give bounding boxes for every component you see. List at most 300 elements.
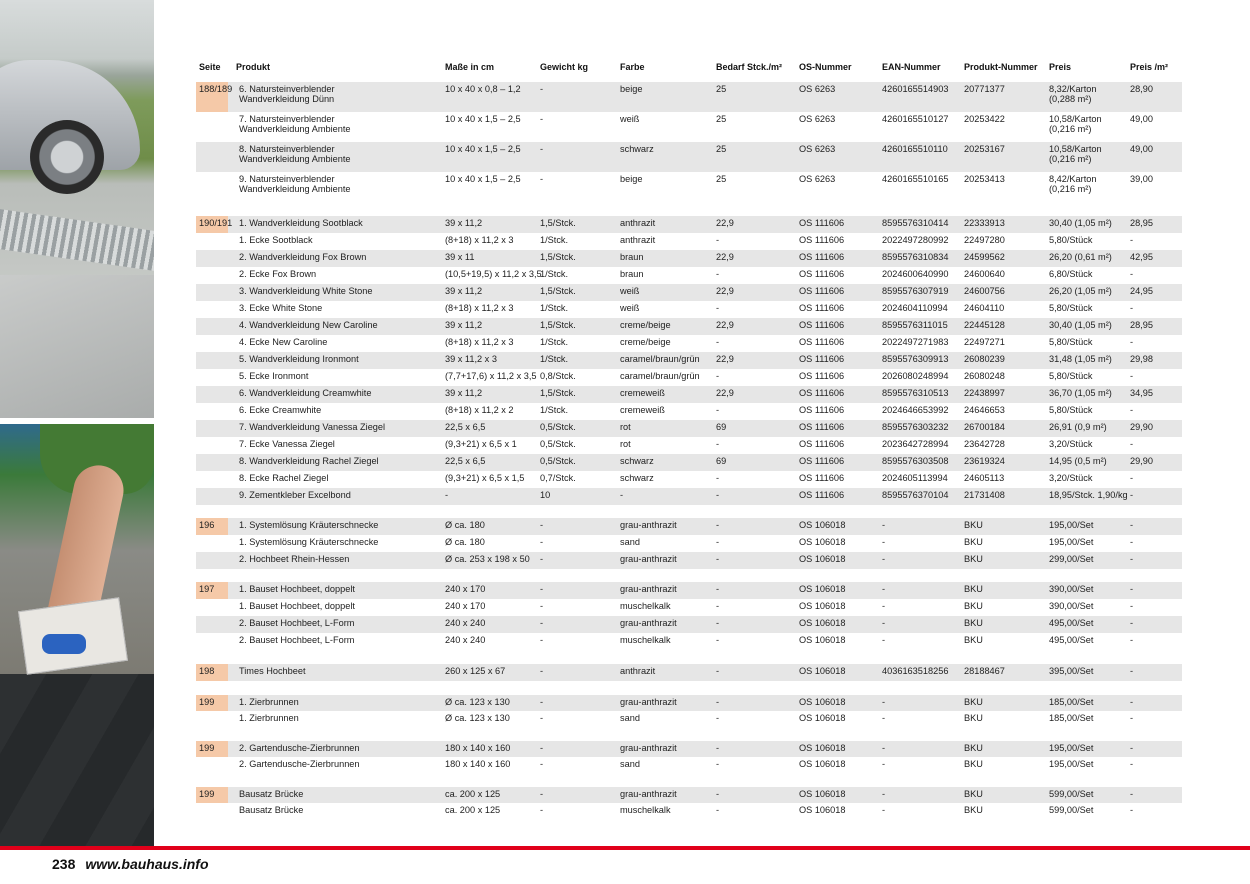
gewicht-cell: 0,5/Stck. [540, 456, 576, 466]
table-row [196, 352, 1182, 369]
col-produktnummer: Produkt-Nummer [964, 62, 1038, 72]
ean-cell: 8595576310513 [882, 388, 949, 398]
pn-cell: 24605113 [964, 473, 1005, 483]
preis-cell: 5,80/Stück [1049, 405, 1093, 415]
produkt-cell: 3. Wandverkleidung White Stone [239, 286, 373, 296]
masse-cell: 10 x 40 x 1,5 – 2,5 [445, 114, 521, 124]
bedarf-cell: - [716, 666, 720, 676]
bedarf-cell: 25 [716, 114, 727, 124]
gewicht-cell: 1/Stck. [540, 269, 569, 279]
masse-cell: 240 x 170 [445, 601, 486, 611]
farbe-cell: schwarz [620, 456, 654, 466]
produkt-cell: 2. Bauset Hochbeet, L-Form [239, 618, 355, 628]
preis-cell: 195,00/Set [1049, 537, 1094, 547]
preis-cell: 6,80/Stück [1049, 269, 1093, 279]
pn-cell: 20253167 [964, 144, 1005, 154]
os-cell: OS 106018 [799, 554, 846, 564]
col-produkt: Produkt [236, 62, 271, 72]
preis_m2-cell: - [1130, 666, 1134, 676]
paving-tiles [0, 275, 154, 418]
table-row [196, 616, 1182, 633]
masse-cell: 39 x 11,2 [445, 218, 483, 228]
bedarf-cell: 22,9 [716, 354, 734, 364]
table-row [196, 233, 1182, 250]
pn-cell: 20253422 [964, 114, 1005, 124]
col-os: OS-Nummer [799, 62, 852, 72]
masse-cell: (8+18) x 11,2 x 3 [445, 235, 514, 245]
produkt-cell: 1. Systemlösung Kräuterschnecke [239, 520, 379, 530]
gewicht-cell: - [540, 601, 544, 611]
produkt-cell: 1. Zierbrunnen [239, 697, 299, 707]
masse-cell: 39 x 11 [445, 252, 475, 262]
preis-cell: 30,40 (1,05 m²) [1049, 320, 1112, 330]
masse-cell: Ø ca. 123 x 130 [445, 713, 510, 723]
col-ean: EAN-Nummer [882, 62, 941, 72]
masse-cell: (9,3+21) x 6,5 x 1 [445, 439, 517, 449]
masse-cell: 39 x 11,2 [445, 388, 483, 398]
page-ref-badge [196, 664, 228, 681]
masse-cell: ca. 200 x 125 [445, 789, 501, 799]
footer-rule [0, 846, 1250, 850]
masse-cell: Ø ca. 180 [445, 520, 485, 530]
masse-cell: - [445, 490, 449, 500]
farbe-cell: muschelkalk [620, 601, 671, 611]
preis_m2-cell: 29,90 [1130, 456, 1153, 466]
gewicht-cell: - [540, 554, 544, 564]
bedarf-cell: - [716, 303, 720, 313]
pn-cell: 23619324 [964, 456, 1005, 466]
bedarf-cell: - [716, 405, 720, 415]
preis-cell: 5,80/Stück [1049, 235, 1093, 245]
bedarf-cell: - [716, 337, 720, 347]
bedarf-cell: - [716, 490, 720, 500]
gewicht-cell: 0,8/Stck. [540, 371, 576, 381]
preis-cell: 10,58/Karton (0,216 m²) [1049, 144, 1102, 164]
preis-cell: 5,80/Stück [1049, 303, 1093, 313]
car-wheel [30, 120, 104, 194]
farbe-cell: grau-anthrazit [620, 554, 677, 564]
os-cell: OS 106018 [799, 601, 846, 611]
preis_m2-cell: - [1130, 601, 1134, 611]
preis-cell: 8,42/Karton (0,216 m²) [1049, 174, 1097, 194]
gewicht-cell: 1,5/Stck. [540, 286, 576, 296]
preis_m2-cell: - [1130, 269, 1134, 279]
os-cell: OS 111606 [799, 439, 845, 449]
preis-cell: 395,00/Set [1049, 666, 1094, 676]
preis_m2-cell: 29,98 [1130, 354, 1153, 364]
os-cell: OS 111606 [799, 456, 845, 466]
farbe-cell: sand [620, 759, 640, 769]
masse-cell: (8+18) x 11,2 x 3 [445, 303, 514, 313]
preis-cell: 30,40 (1,05 m²) [1049, 218, 1112, 228]
produkt-cell: 1. Wandverkleidung Sootblack [239, 218, 363, 228]
gewicht-cell: - [540, 666, 544, 676]
masse-cell: (7,7+17,6) x 11,2 x 3,5 [445, 371, 537, 381]
page-ref-badge [196, 82, 233, 112]
os-cell: OS 111606 [799, 354, 845, 364]
bedarf-cell: - [716, 439, 720, 449]
preis-cell: 14,95 (0,5 m²) [1049, 456, 1107, 466]
preis_m2-cell: - [1130, 584, 1134, 594]
pn-cell: 22333913 [964, 218, 1005, 228]
os-cell: OS 106018 [799, 697, 846, 707]
table-row [196, 284, 1182, 301]
os-cell: OS 111606 [799, 405, 845, 415]
pn-cell: BKU [964, 697, 983, 707]
pn-cell: 24604110 [964, 303, 1005, 313]
table-row [196, 803, 1182, 819]
os-cell: OS 106018 [799, 789, 846, 799]
masse-cell: 180 x 140 x 160 [445, 759, 511, 769]
pn-cell: BKU [964, 554, 983, 564]
os-cell: OS 111606 [799, 320, 845, 330]
pn-cell: BKU [964, 805, 983, 815]
col-gewicht: Gewicht kg [540, 62, 589, 72]
farbe-cell: caramel/braun/grün [620, 354, 700, 364]
gewicht-cell: - [540, 697, 544, 707]
ean-cell: - [882, 601, 886, 611]
masse-cell: 240 x 170 [445, 584, 486, 594]
col-farbe: Farbe [620, 62, 645, 72]
preis-cell: 26,20 (0,61 m²) [1049, 252, 1112, 262]
preis_m2-cell: 24,95 [1130, 286, 1153, 296]
preis-cell: 36,70 (1,05 m²) [1049, 388, 1112, 398]
ean-cell: 8595576310834 [882, 252, 949, 262]
table-row [196, 216, 1182, 233]
ean-cell: 2024605113994 [882, 473, 948, 483]
produkt-cell: 7. Wandverkleidung Vanessa Ziegel [239, 422, 386, 432]
masse-cell: 260 x 125 x 67 [445, 666, 506, 676]
masse-cell: (8+18) x 11,2 x 2 [445, 405, 514, 415]
pn-cell: 23642728 [964, 439, 1005, 449]
gewicht-cell: 0,5/Stck. [540, 422, 576, 432]
table-row [196, 250, 1182, 267]
ean-cell: 8595576311015 [882, 320, 948, 330]
preis_m2-cell: - [1130, 743, 1134, 753]
os-cell: OS 106018 [799, 805, 846, 815]
preis_m2-cell: 34,95 [1130, 388, 1153, 398]
produkt-cell: Bausatz Brücke [239, 805, 304, 815]
page-ref-badge [196, 216, 233, 233]
page-ref-badge [196, 741, 228, 757]
os-cell: OS 6263 [799, 174, 836, 184]
produkt-cell: 4. Ecke New Caroline [239, 337, 328, 347]
produkt-cell: 1. Systemlösung Kräuterschnecke [239, 537, 379, 547]
farbe-cell: schwarz [620, 473, 654, 483]
preis_m2-cell: - [1130, 635, 1134, 645]
ean-cell: - [882, 713, 886, 723]
ean-cell: 8595576303508 [882, 456, 949, 466]
produkt-cell: 1. Bauset Hochbeet, doppelt [239, 601, 355, 611]
seite-cell: 199 [199, 789, 215, 799]
table-row [196, 552, 1182, 569]
seite-cell: 199 [199, 697, 215, 707]
product-table [196, 60, 1182, 815]
farbe-cell: rot [620, 439, 631, 449]
gewicht-cell: - [540, 635, 544, 645]
preis_m2-cell: - [1130, 337, 1134, 347]
farbe-cell: caramel/braun/grün [620, 371, 700, 381]
masse-cell: Ø ca. 123 x 130 [445, 697, 510, 707]
gewicht-cell: 0,7/Stck. [540, 473, 576, 483]
col-preis-m2: Preis /m² [1130, 62, 1169, 72]
farbe-cell: grau-anthrazit [620, 697, 677, 707]
preis_m2-cell: - [1130, 473, 1134, 483]
pn-cell: 22497271 [964, 337, 1005, 347]
table-row [196, 318, 1182, 335]
gewicht-cell: - [540, 174, 544, 184]
preis-cell: 299,00/Set [1049, 554, 1094, 564]
os-cell: OS 106018 [799, 635, 846, 645]
pn-cell: BKU [964, 759, 983, 769]
table-row [196, 599, 1182, 616]
col-masse: Maße in cm [445, 62, 495, 72]
page-ref-badge [196, 582, 228, 599]
ean-cell: - [882, 805, 886, 815]
gewicht-cell: 1/Stck. [540, 354, 569, 364]
bedarf-cell: - [716, 618, 720, 628]
masse-cell: 22,5 x 6,5 [445, 422, 486, 432]
produkt-cell: 5. Ecke Ironmont [239, 371, 309, 381]
preis_m2-cell: 49,00 [1130, 144, 1153, 154]
gewicht-cell: - [540, 584, 544, 594]
masse-cell: 10 x 40 x 0,8 – 1,2 [445, 84, 521, 94]
os-cell: OS 106018 [799, 666, 846, 676]
os-cell: OS 106018 [799, 713, 846, 723]
table-row [196, 582, 1182, 599]
farbe-cell: anthrazit [620, 218, 656, 228]
ean-cell: 4260165510110 [882, 144, 948, 154]
farbe-cell: grau-anthrazit [620, 618, 677, 628]
table-row [196, 633, 1182, 650]
pn-cell: 26700184 [964, 422, 1005, 432]
bedarf-cell: - [716, 371, 720, 381]
bedarf-cell: 22,9 [716, 218, 734, 228]
gewicht-cell: 10 [540, 490, 551, 500]
preis-cell: 5,80/Stück [1049, 371, 1093, 381]
bedarf-cell: 22,9 [716, 388, 734, 398]
ean-cell: 2023642728994 [882, 439, 949, 449]
os-cell: OS 111606 [799, 388, 845, 398]
table-row [196, 82, 1182, 112]
preis-cell: 495,00/Set [1049, 618, 1094, 628]
farbe-cell: braun [620, 269, 644, 279]
ean-cell: - [882, 759, 886, 769]
ean-cell: 2022497280992 [882, 235, 949, 245]
preis_m2-cell: 39,00 [1130, 174, 1153, 184]
farbe-cell: weiß [620, 286, 640, 296]
gewicht-cell: 1,5/Stck. [540, 218, 576, 228]
produkt-cell: 1. Bauset Hochbeet, doppelt [239, 584, 355, 594]
table-row [196, 471, 1182, 488]
preis_m2-cell: 49,00 [1130, 114, 1153, 124]
preis-cell: 26,91 (0,9 m²) [1049, 422, 1107, 432]
gewicht-cell: 1/Stck. [540, 337, 569, 347]
ean-cell: 2022497271983 [882, 337, 949, 347]
pn-cell: 24600756 [964, 286, 1005, 296]
seite-cell: 197 [199, 584, 215, 594]
ean-cell: 8595576307919 [882, 286, 949, 296]
preis_m2-cell: - [1130, 618, 1134, 628]
produkt-cell: 1. Ecke Sootblack [239, 235, 313, 245]
farbe-cell: beige [620, 174, 643, 184]
ean-cell: - [882, 635, 886, 645]
table-row [196, 335, 1182, 352]
bedarf-cell: - [716, 554, 720, 564]
gewicht-cell: - [540, 618, 544, 628]
pn-cell: BKU [964, 743, 983, 753]
ean-cell: - [882, 554, 886, 564]
produkt-cell: 2. Gartendusche-Zierbrunnen [239, 759, 360, 769]
seite-cell: 198 [199, 666, 215, 676]
preis_m2-cell: 28,90 [1130, 84, 1153, 94]
table-row [196, 403, 1182, 420]
os-cell: OS 111606 [799, 235, 845, 245]
farbe-cell: creme/beige [620, 337, 671, 347]
masse-cell: Ø ca. 180 [445, 537, 485, 547]
page-ref-badge [196, 787, 228, 803]
masse-cell: 39 x 11,2 [445, 286, 483, 296]
preis_m2-cell: - [1130, 697, 1134, 707]
gewicht-cell: 1/Stck. [540, 235, 569, 245]
table-header [196, 60, 1182, 80]
table-row [196, 711, 1182, 727]
produkt-cell: 9. Zementkleber Excelbond [239, 490, 351, 500]
preis-cell: 3,20/Stück [1049, 439, 1093, 449]
bedarf-cell: - [716, 789, 720, 799]
produkt-cell: 6. Natursteinverblender Wandverkleidung Dünn [239, 84, 335, 104]
pn-cell: 20253413 [964, 174, 1005, 184]
table-row [196, 386, 1182, 403]
pn-cell: 22445128 [964, 320, 1005, 330]
produkt-cell: 2. Wandverkleidung Fox Brown [239, 252, 367, 262]
os-cell: OS 106018 [799, 759, 846, 769]
farbe-cell: grau-anthrazit [620, 743, 677, 753]
bedarf-cell: - [716, 805, 720, 815]
col-seite: Seite [199, 62, 221, 72]
bedarf-cell: - [716, 635, 720, 645]
farbe-cell: grau-anthrazit [620, 520, 677, 530]
farbe-cell: grau-anthrazit [620, 584, 677, 594]
os-cell: OS 6263 [799, 84, 836, 94]
preis-cell: 31,48 (1,05 m²) [1049, 354, 1112, 364]
table-row [196, 695, 1182, 711]
ean-cell: 8595576309913 [882, 354, 949, 364]
os-cell: OS 6263 [799, 144, 836, 154]
pn-cell: 21731408 [964, 490, 1005, 500]
ean-cell: - [882, 520, 886, 530]
farbe-cell: weiß [620, 303, 640, 313]
farbe-cell: braun [620, 252, 644, 262]
table-row [196, 267, 1182, 284]
produkt-cell: 5. Wandverkleidung Ironmont [239, 354, 359, 364]
produkt-cell: 2. Bauset Hochbeet, L-Form [239, 635, 355, 645]
farbe-cell: rot [620, 422, 631, 432]
col-bedarf: Bedarf Stck./m² [716, 62, 783, 72]
col-preis: Preis [1049, 62, 1072, 72]
ean-cell: - [882, 537, 886, 547]
masse-cell: 39 x 11,2 x 3 [445, 354, 497, 364]
preis_m2-cell: - [1130, 371, 1134, 381]
table-row [196, 787, 1182, 803]
os-cell: OS 106018 [799, 743, 846, 753]
drain-channel [0, 209, 154, 271]
preis-cell: 5,80/Stück [1049, 337, 1093, 347]
table-row [196, 142, 1182, 172]
farbe-cell: creme/beige [620, 320, 671, 330]
pn-cell: 20771377 [964, 84, 1005, 94]
produkt-cell: 2. Ecke Fox Brown [239, 269, 317, 279]
farbe-cell: schwarz [620, 144, 654, 154]
preis_m2-cell: - [1130, 235, 1134, 245]
bedarf-cell: 22,9 [716, 252, 734, 262]
table-row [196, 454, 1182, 471]
ean-cell: - [882, 618, 886, 628]
website-link[interactable]: www.bauhaus.info [85, 856, 209, 872]
farbe-cell: muschelkalk [620, 635, 671, 645]
ean-cell: 4036163518256 [882, 666, 949, 676]
seite-cell: 196 [199, 520, 215, 530]
gewicht-cell: - [540, 743, 544, 753]
farbe-cell: grau-anthrazit [620, 789, 677, 799]
preis-cell: 599,00/Set [1049, 805, 1094, 815]
preis_m2-cell: 28,95 [1130, 320, 1153, 330]
preis_m2-cell: - [1130, 303, 1134, 313]
gewicht-cell: - [540, 144, 544, 154]
ean-cell: - [882, 697, 886, 707]
farbe-cell: muschelkalk [620, 805, 671, 815]
produkt-cell: 4. Wandverkleidung New Caroline [239, 320, 378, 330]
pn-cell: BKU [964, 537, 983, 547]
pn-cell: 24600640 [964, 269, 1005, 279]
bedarf-cell: - [716, 697, 720, 707]
farbe-cell: cremeweiß [620, 405, 665, 415]
pn-cell: 22438997 [964, 388, 1005, 398]
table-row [196, 535, 1182, 552]
produkt-cell: 7. Natursteinverblender Wandverkleidung Ambiente [239, 114, 351, 134]
farbe-cell: anthrazit [620, 666, 656, 676]
preis-cell: 495,00/Set [1049, 635, 1094, 645]
ean-cell: 8595576310414 [882, 218, 949, 228]
pn-cell: BKU [964, 520, 983, 530]
bedarf-cell: 22,9 [716, 286, 734, 296]
pn-cell: 24599562 [964, 252, 1005, 262]
ean-cell: - [882, 789, 886, 799]
table-row [196, 369, 1182, 386]
produkt-cell: 9. Natursteinverblender Wandverkleidung Ambiente [239, 174, 351, 194]
preis-cell: 10,58/Karton (0,216 m²) [1049, 114, 1102, 134]
farbe-cell: beige [620, 84, 643, 94]
masse-cell: 10 x 40 x 1,5 – 2,5 [445, 144, 521, 154]
preis_m2-cell: - [1130, 789, 1134, 799]
pn-cell: BKU [964, 584, 983, 594]
ean-cell: 2024600640990 [882, 269, 949, 279]
table-row [196, 741, 1182, 757]
preis-cell: 390,00/Set [1049, 601, 1094, 611]
produkt-cell: 8. Ecke Rachel Ziegel [239, 473, 329, 483]
gewicht-cell: 1/Stck. [540, 303, 569, 313]
pn-cell: 28188467 [964, 666, 1005, 676]
ean-cell: 4260165514903 [882, 84, 949, 94]
masse-cell: 10 x 40 x 1,5 – 2,5 [445, 174, 521, 184]
bedarf-cell: - [716, 743, 720, 753]
bedarf-cell: 22,9 [716, 320, 734, 330]
os-cell: OS 106018 [799, 584, 846, 594]
gewicht-cell: 1/Stck. [540, 405, 569, 415]
pn-cell: 24646653 [964, 405, 1005, 415]
gewicht-cell: - [540, 713, 544, 723]
masse-cell: (8+18) x 11,2 x 3 [445, 337, 514, 347]
